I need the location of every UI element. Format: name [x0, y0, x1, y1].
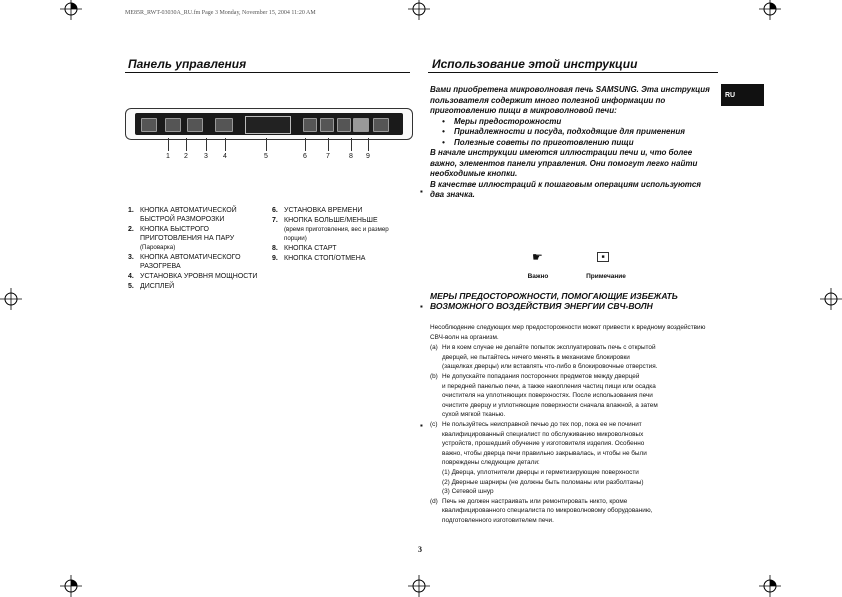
registration-mark: [60, 575, 82, 597]
registration-mark: [408, 575, 430, 597]
callout-4: 4: [223, 153, 227, 160]
left-section-title: Панель управления: [128, 57, 247, 71]
list-item: 2. КНОПКА БЫСТРОГО ПРИГОТОВЛЕНИЯ НА ПАРУ (Пароварка): [128, 226, 235, 251]
precautions-body: [430, 323, 720, 525]
callout-5: 5: [264, 153, 268, 160]
legend-important-label: Важно: [527, 273, 549, 280]
callout-2: 2: [184, 153, 188, 160]
control-list-right: [272, 206, 402, 264]
list-item: 6. УСТАНОВКА ВРЕМЕНИ: [272, 207, 363, 214]
list-item: 5. ДИСПЛЕЙ: [128, 283, 175, 290]
callout-7: 7: [326, 153, 330, 160]
language-tab: RU: [721, 84, 764, 106]
callout-9: 9: [366, 153, 370, 160]
list-item: 8. КНОПКА СТАРТ: [272, 245, 337, 252]
callout-8: 8: [349, 153, 353, 160]
control-panel-illustration: [125, 108, 413, 140]
pointing-hand-icon: ☛: [532, 250, 543, 264]
precautions-intro: Несоблюдение следующих мер предосторожности может привести к вредному воздействию СВЧ-волн на организм.: [430, 324, 706, 341]
list-item: 9. КНОПКА СТОП/ОТМЕНА: [272, 255, 366, 262]
right-title-rule: [428, 72, 718, 73]
list-item: 7. КНОПКА БОЛЬШЕ/МЕНЬШЕ (время приготовления, вес и размер порции): [272, 217, 389, 242]
margin-bullet: ▪: [420, 187, 423, 196]
registration-mark: [759, 575, 781, 597]
file-header: ME85R_RWT-03030A_RU.fm Page 3 Monday, November 15, 2004 11:20 AM: [125, 10, 316, 16]
registration-mark: [820, 288, 842, 310]
bullet-item: • Принадлежности и посуда, подходящие для применения: [454, 127, 715, 138]
note-icon: ■: [597, 252, 609, 262]
registration-mark: [0, 288, 22, 310]
registration-mark: [759, 0, 781, 20]
precaution-item: (c) Не пользуйтесь неисправной печью до тех пор, пока ее не починит квалифицированный специалист по обслуживанию микроволновых устройств, прошедший обучение у изготовителя изделия. Особенно важно, чтобы дверца печи правильно закрывалась, и чтобы не были повреждены следующие детали: (1) Дверца, уплотнители дверцы и герметизирующие поверхности (2) Дверные шарниры (не должны быть поломаны или разболтаны) (3) Сетевой шнур: [430, 420, 647, 496]
control-list-left: [128, 206, 260, 292]
precaution-item: (a) Ни в коем случае не делайте попыток эксплуатировать печь с открытой дверцей, не пытайтесь ничего менять в механизме блокировки (защелках дверцы) или вставлять что-либо в блокировочные отверстия.: [430, 344, 658, 371]
list-item: 1. КНОПКА АВТОМАТИЧЕСКОЙ БЫСТРОЙ РАЗМОРОЗКИ: [128, 207, 237, 223]
legend-note-label: Примечание: [586, 273, 626, 280]
page-number: 3: [418, 545, 422, 554]
bullet-item: • Меры предосторожности: [454, 117, 715, 128]
precaution-item: (d) Печь не должен настраивать или ремонтировать никто, кроме квалифицированного специалиста по микроволновому оборудованию, подготовленного изготовителем печи.: [430, 497, 653, 524]
precautions-title: МЕРЫ ПРЕДОСТОРОЖНОСТИ, ПОМОГАЮЩИЕ ИЗБЕЖАТЬ ВОЗМОЖНОГО ВОЗДЕЙСТВИЯ ЭНЕРГИИ СВЧ-ВОЛН: [430, 291, 678, 311]
callout-1: 1: [166, 153, 170, 160]
registration-mark: [408, 0, 430, 20]
intro-text: Вами приобретена микроволновая печь SAMSUNG. Эта инструкция пользователя содержит много полезной информации по приготовлению пищи в микроволновой печи: • Меры предосторожности • Принадлежности и посуда, подходящие для применения • Полезные советы по приготовлению пищи В начале инструкции имеются иллюстрации печи и, что более важно, элементов панели управления. Они помогут легко найти необходимые кнопки. В качестве иллюстраций к пошаговым операциям используются два значка.: [430, 85, 715, 201]
callout-3: 3: [204, 153, 208, 160]
registration-mark: [60, 0, 82, 20]
right-section-title: Использование этой инструкции: [432, 57, 638, 71]
callout-6: 6: [303, 153, 307, 160]
precaution-item: (b) Не допускайте попадания посторонних предметов между дверцей и передней панелью печи, а также накопления частиц пищи или осадка очистителя на уплотняющих поверхностях. После использования печи очистите дверцу и уплотняющие поверхности сначала влажной, а затем сухой мягкой тканью.: [430, 372, 658, 419]
list-item: 3. КНОПКА АВТОМАТИЧЕСКОГО РАЗОГРЕВА: [128, 254, 241, 270]
margin-bullet: ▪: [420, 302, 423, 311]
left-title-rule: [125, 72, 410, 73]
margin-bullet: ▪: [420, 421, 423, 430]
bullet-item: • Полезные советы по приготовлению пищи: [454, 138, 715, 149]
panel-display: [245, 116, 291, 134]
list-item: 4. УСТАНОВКА УРОВНЯ МОЩНОСТИ: [128, 273, 258, 280]
